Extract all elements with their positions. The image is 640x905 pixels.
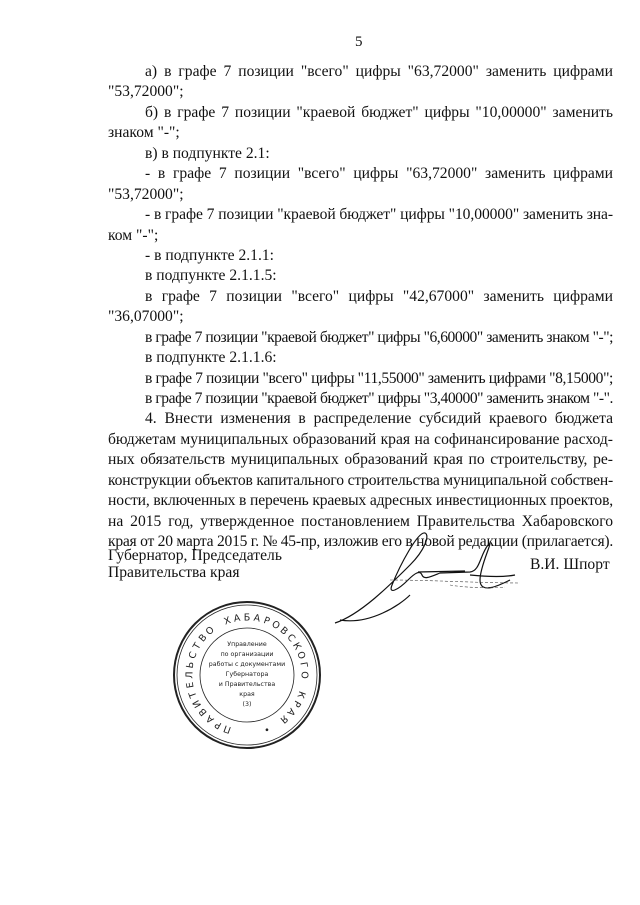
seal-ring-letter: Я <box>277 712 290 726</box>
text-line-content: - в подпункте 2.1.1: <box>145 246 274 264</box>
position-line-2: Правительства края <box>108 564 240 581</box>
seal-ring-letter: Р <box>213 718 224 731</box>
text-line <box>108 62 613 82</box>
text-line-content: - в графе 7 позиции "всего" цифры "63,72000" заменить цифрами <box>145 165 613 183</box>
signatory-name: В.И. Шпорт <box>530 556 610 573</box>
seal-ring-letter: Р <box>290 698 303 709</box>
seal-ring-letter: Е <box>184 681 197 689</box>
text-line-content: знаком "-"; <box>108 124 180 142</box>
text-line <box>108 307 613 327</box>
text-line-content: в графе 7 позиции "всего" цифры "42,67000" заменить цифрами <box>145 287 613 305</box>
text-line-content: ных обязательств муниципальных образований края по строительству, ре- <box>108 451 613 469</box>
text-line-content: в графе 7 позиции "всего" цифры "11,55000" заменить цифрами "8,15000"; <box>145 369 613 387</box>
text-line <box>108 471 613 491</box>
seal-center-line: и Правительства <box>218 681 276 688</box>
seal-center-line: по организации <box>220 651 274 658</box>
seal-ring-letter: В <box>196 705 210 718</box>
text-line-content: "36,07000"; <box>108 308 184 326</box>
text-line-content: в графе 7 позиции "краевой бюджет" цифры "6,60000" заменить знаком "-"; <box>145 328 613 346</box>
text-line <box>108 144 613 164</box>
text-line-content: края от 20 марта 2015 г. № 45-пр, изложив его в новой редакции (прилагается). <box>108 533 613 551</box>
seal-center-line: Управление <box>227 641 267 648</box>
text-line-content: "53,72000"; <box>108 185 184 203</box>
text-line-content: ности, включенных в перечень краевых адресных инвестиционных проектов, <box>108 492 614 510</box>
text-line <box>108 450 613 470</box>
text-line-content: ком "-"; <box>108 226 159 244</box>
seal-center-line: работы с документами <box>208 661 286 668</box>
document-body <box>108 62 613 553</box>
text-line <box>108 409 613 429</box>
text-line <box>108 164 613 184</box>
seal-ring-letter: С <box>186 650 200 661</box>
text-line <box>108 82 613 102</box>
text-line-content: а) в графе 7 позиции "всего" цифры "63,72000" заменить цифрами <box>145 63 613 80</box>
seal-center-line: края <box>239 691 255 698</box>
text-line-content: на 2015 год, утвержденное постановлением Правительства Хабаровского <box>108 512 614 530</box>
seal-ring-letter: Г <box>297 661 310 669</box>
seal-ring-letter: Л <box>184 671 196 679</box>
text-line-content: - в графе 7 позиции "краевой бюджет" цифры "10,00000" заменить зна- <box>145 206 614 224</box>
text-line-content: бюджетам муниципальных образований края на софинансирование расход- <box>108 430 613 448</box>
seal-ring-letter: Ь <box>184 660 197 670</box>
text-line-content: 4. Внести изменения в распределение субсидий краевого бюджета <box>145 410 613 428</box>
text-line-content: в подпункте 2.1.1.6: <box>145 349 277 367</box>
text-line <box>108 226 613 246</box>
seal-ring-letter: • <box>262 722 272 735</box>
text-line <box>108 328 613 348</box>
text-line <box>108 266 613 286</box>
handwritten-signature <box>330 525 530 635</box>
seal-ring-letter: А <box>252 612 262 625</box>
seal-ring-letter: В <box>277 624 290 638</box>
text-line <box>108 287 613 307</box>
text-line-content: конструкции объектов капитального строительства муниципальной собствен- <box>108 471 614 489</box>
seal-ring-letter: О <box>298 671 310 679</box>
text-line-content: в графе 7 позиции "краевой бюджет" цифры "3,40000" заменить знаком "-". <box>145 390 613 407</box>
text-line <box>108 430 613 450</box>
seal-center-line: (3) <box>242 701 252 708</box>
seal-ring-letter: П <box>222 722 233 736</box>
signatory-position <box>108 547 282 581</box>
text-line <box>108 205 613 225</box>
position-line-1: Губернатор, Председатель <box>108 547 282 564</box>
page-number: 5 <box>355 34 363 50</box>
seal-ring-letter: Х <box>222 614 233 628</box>
text-line-content: б) в графе 7 позиции "краевой бюджет" цифры "10,00000" заменить <box>145 103 613 121</box>
text-line-content: в подпункте 2.1.1.5: <box>145 267 277 285</box>
seal-ring-letter: Т <box>187 689 200 700</box>
seal-ring-letter: И <box>190 697 205 710</box>
text-line-content: в) в подпункте 2.1: <box>145 144 270 162</box>
text-line-content: "53,72000"; <box>108 83 184 101</box>
text-line <box>108 369 613 389</box>
seal-ring-letter: Р <box>261 615 272 628</box>
seal-ring-letter: О <box>269 618 282 633</box>
text-line <box>108 185 613 205</box>
text-line <box>108 389 613 409</box>
seal-ring-letter: К <box>290 640 303 653</box>
seal-ring-letter: С <box>284 632 298 645</box>
seal-ring-letter: Б <box>243 612 251 624</box>
seal-ring-letter: В <box>196 632 210 645</box>
seal-ring-letter: А <box>204 712 217 726</box>
text-line <box>108 103 613 123</box>
seal-ring-letter: А <box>232 612 242 625</box>
text-line <box>108 491 613 511</box>
seal-ring-letter: О <box>203 624 217 638</box>
seal-ring-letter: Т <box>191 641 204 652</box>
text-line <box>108 348 613 368</box>
text-line <box>108 123 613 143</box>
seal-ring-letter: О <box>294 650 308 661</box>
seal-ring-letter: К <box>294 689 308 700</box>
seal-ring-letter: А <box>284 705 298 718</box>
seal-center-line: Губернатора <box>225 671 269 678</box>
text-line <box>108 246 613 266</box>
official-seal <box>172 600 322 750</box>
